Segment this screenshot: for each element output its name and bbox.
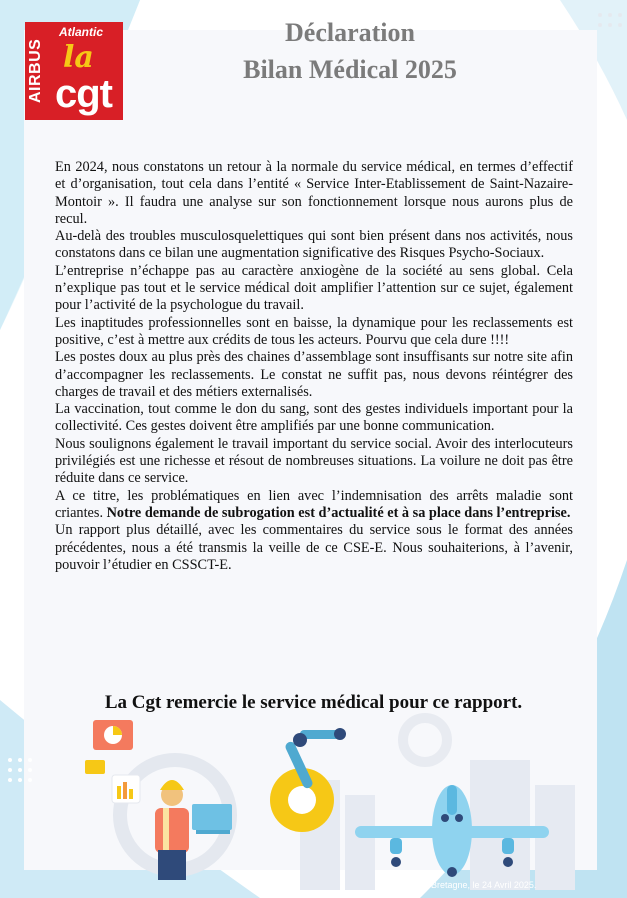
cgt-airbus-logo: [25, 22, 123, 120]
paragraph-5: Les postes doux au plus près des chaines d’assemblage sont insuffisants sur notre site afin d’accompagner les reclassements. Le constat ne suffit pas, nous devons réintégrer des charges de travail et des métiers externalisés.: [55, 349, 573, 400]
footer-date-place: Montoir de Bretagne, le 24 Avril 2025.: [386, 880, 537, 890]
paragraph-7: Nous soulignons également le travail important du service social. Avoir des interlocuteurs privilégiés est une richesse et résout de nombreuses situations. La voilure ne doit pas être réduite dans ce service.: [55, 435, 573, 487]
logo-atlantic-text: Atlantic: [59, 25, 104, 39]
paragraph-4: Les inaptitudes professionnelles sont en baisse, la dynamique pour les reclassements est positive, c’est à mettre aux crédits de tous les acteurs. Pourvu que cela dure !!!!: [55, 314, 573, 348]
logo-la-text: la: [63, 40, 94, 75]
paragraph-8: [55, 488, 573, 523]
title-line-declaration: Déclaration: [285, 18, 415, 47]
mail-icon: [85, 760, 105, 774]
paragraph-8-bold: Notre demande de subrogation est d’actualité et à sa place dans l’entreprise.: [106, 504, 571, 521]
paragraph-9: Un rapport plus détaillé, avec les commentaires du service sous le format des années précédentes, nous a été transmis la veille de ce CSE-E. Nous souhaiterions, à l’avenir, pouvoir l’étudier en CSSCT-E.: [55, 522, 573, 573]
logo-airbus-text: AIRBUS: [27, 38, 44, 104]
paragraph-6: La vaccination, tout comme le don du sang, sont des gestes individuels important pour la collectivité. Ces gestes doivent être amplifiés par une bonne communication.: [55, 401, 573, 435]
medical-industry-illustration: [0, 700, 627, 898]
paragraph-1: En 2024, nous constatons un retour à la normale du service médical, en termes d’effectif et d’organisation, tout cela dans l’entité « Service Inter-Etablissement de Saint-Nazaire-Montoir ». Il faudra une analyse sur son fonctionnement lorsque nous aurons plus de recul.: [55, 159, 573, 227]
logo-cgt-text: cgt: [55, 72, 112, 116]
title-line-bilan: Bilan Médical 2025: [243, 55, 457, 84]
declaration-body: [55, 159, 573, 574]
paragraph-8-text: A ce titre, les problématiques en lien avec l’indemnisation des arrêts maladie sont criantes.: [55, 487, 573, 521]
paragraph-3: L’entreprise n’échappe pas au caractère anxiogène de la société au sens global. Cela n’explique pas tout et le service médical doit amplifier l’attention sur ce sujet, également pour l’activité de la psychologue du travail.: [55, 262, 573, 314]
page-title: [160, 14, 540, 88]
bar-chart-card-icon: [112, 775, 140, 803]
pie-chart-card-icon: [93, 720, 133, 750]
paragraph-2: Au-delà des troubles musculosquelettiques qui sont bien présent dans nos activités, nous constatons dans ce bilan une augmentation significative des Risques Psycho-Sociaux.: [55, 228, 573, 262]
closing-statement: La Cgt remercie le service médical pour ce rapport.: [104, 692, 523, 713]
